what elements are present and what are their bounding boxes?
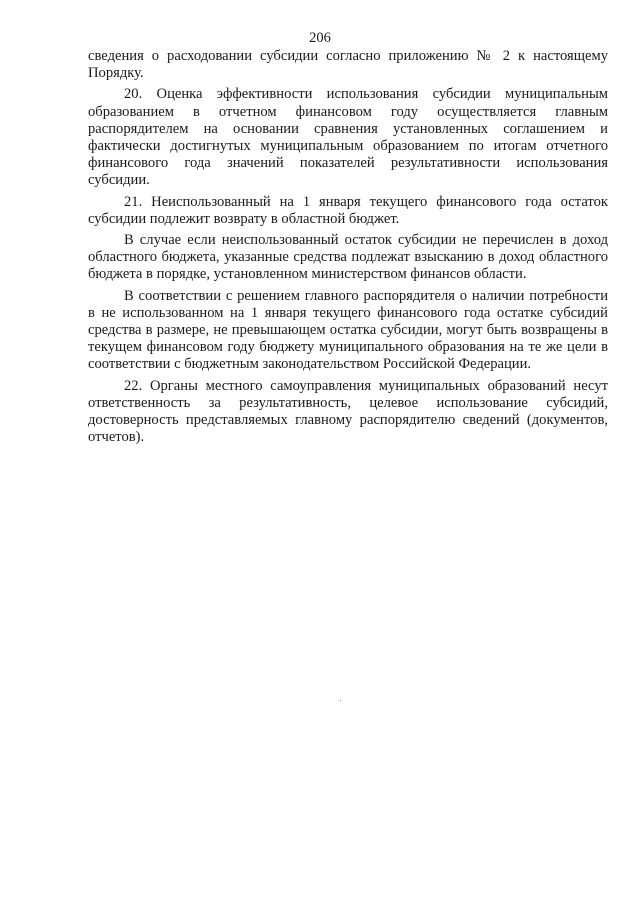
document-body [88, 48, 608, 450]
page-number: 206 [309, 30, 331, 46]
paragraph-21-unused-balance: 21. Неиспользованный на 1 января текущего финансового года остаток субсидии подлежит возврату в областной бюджет. [88, 193, 608, 227]
paragraph-20-evaluation: 20. Оценка эффективности использования субсидии муниципальным образованием в отчетном финансовом году осуществляется главным распорядителем на основании сравнения установленных соглашением и фактически достигнутых муниципальным образованием по итогам отчетного финансового года значений показателей результативности использования субсидии. [88, 86, 608, 189]
paragraph-continuation: сведения о расходовании субсидии согласно приложению № 2 к настоящему Порядку. [88, 48, 608, 82]
paragraph-21-recovery: В случае если неиспользованный остаток субсидии не перечислен в доход областного бюджета, указанные средства подлежат взысканию в доход областного бюджета в порядке, установленном министерством финансов области. [88, 232, 608, 283]
scan-speck [340, 700, 341, 701]
paragraph-22-responsibility: 22. Органы местного самоуправления муниципальных образований несут ответственность за результативность, целевое использование субсидий, достоверность представляемых главному распорядителю сведений (документов, отчетов). [88, 377, 608, 446]
paragraph-21-return-decision: В соответствии с решением главного распорядителя о наличии потребности в не использованном на 1 января текущего финансового года остатке субсидий средства в размере, не превышающем остатка субсидии, могут быть возвращены в текущем финансовом году бюджету муниципального образования на те же цели в соответствии с бюджетным законодательством Российской Федерации. [88, 287, 608, 373]
